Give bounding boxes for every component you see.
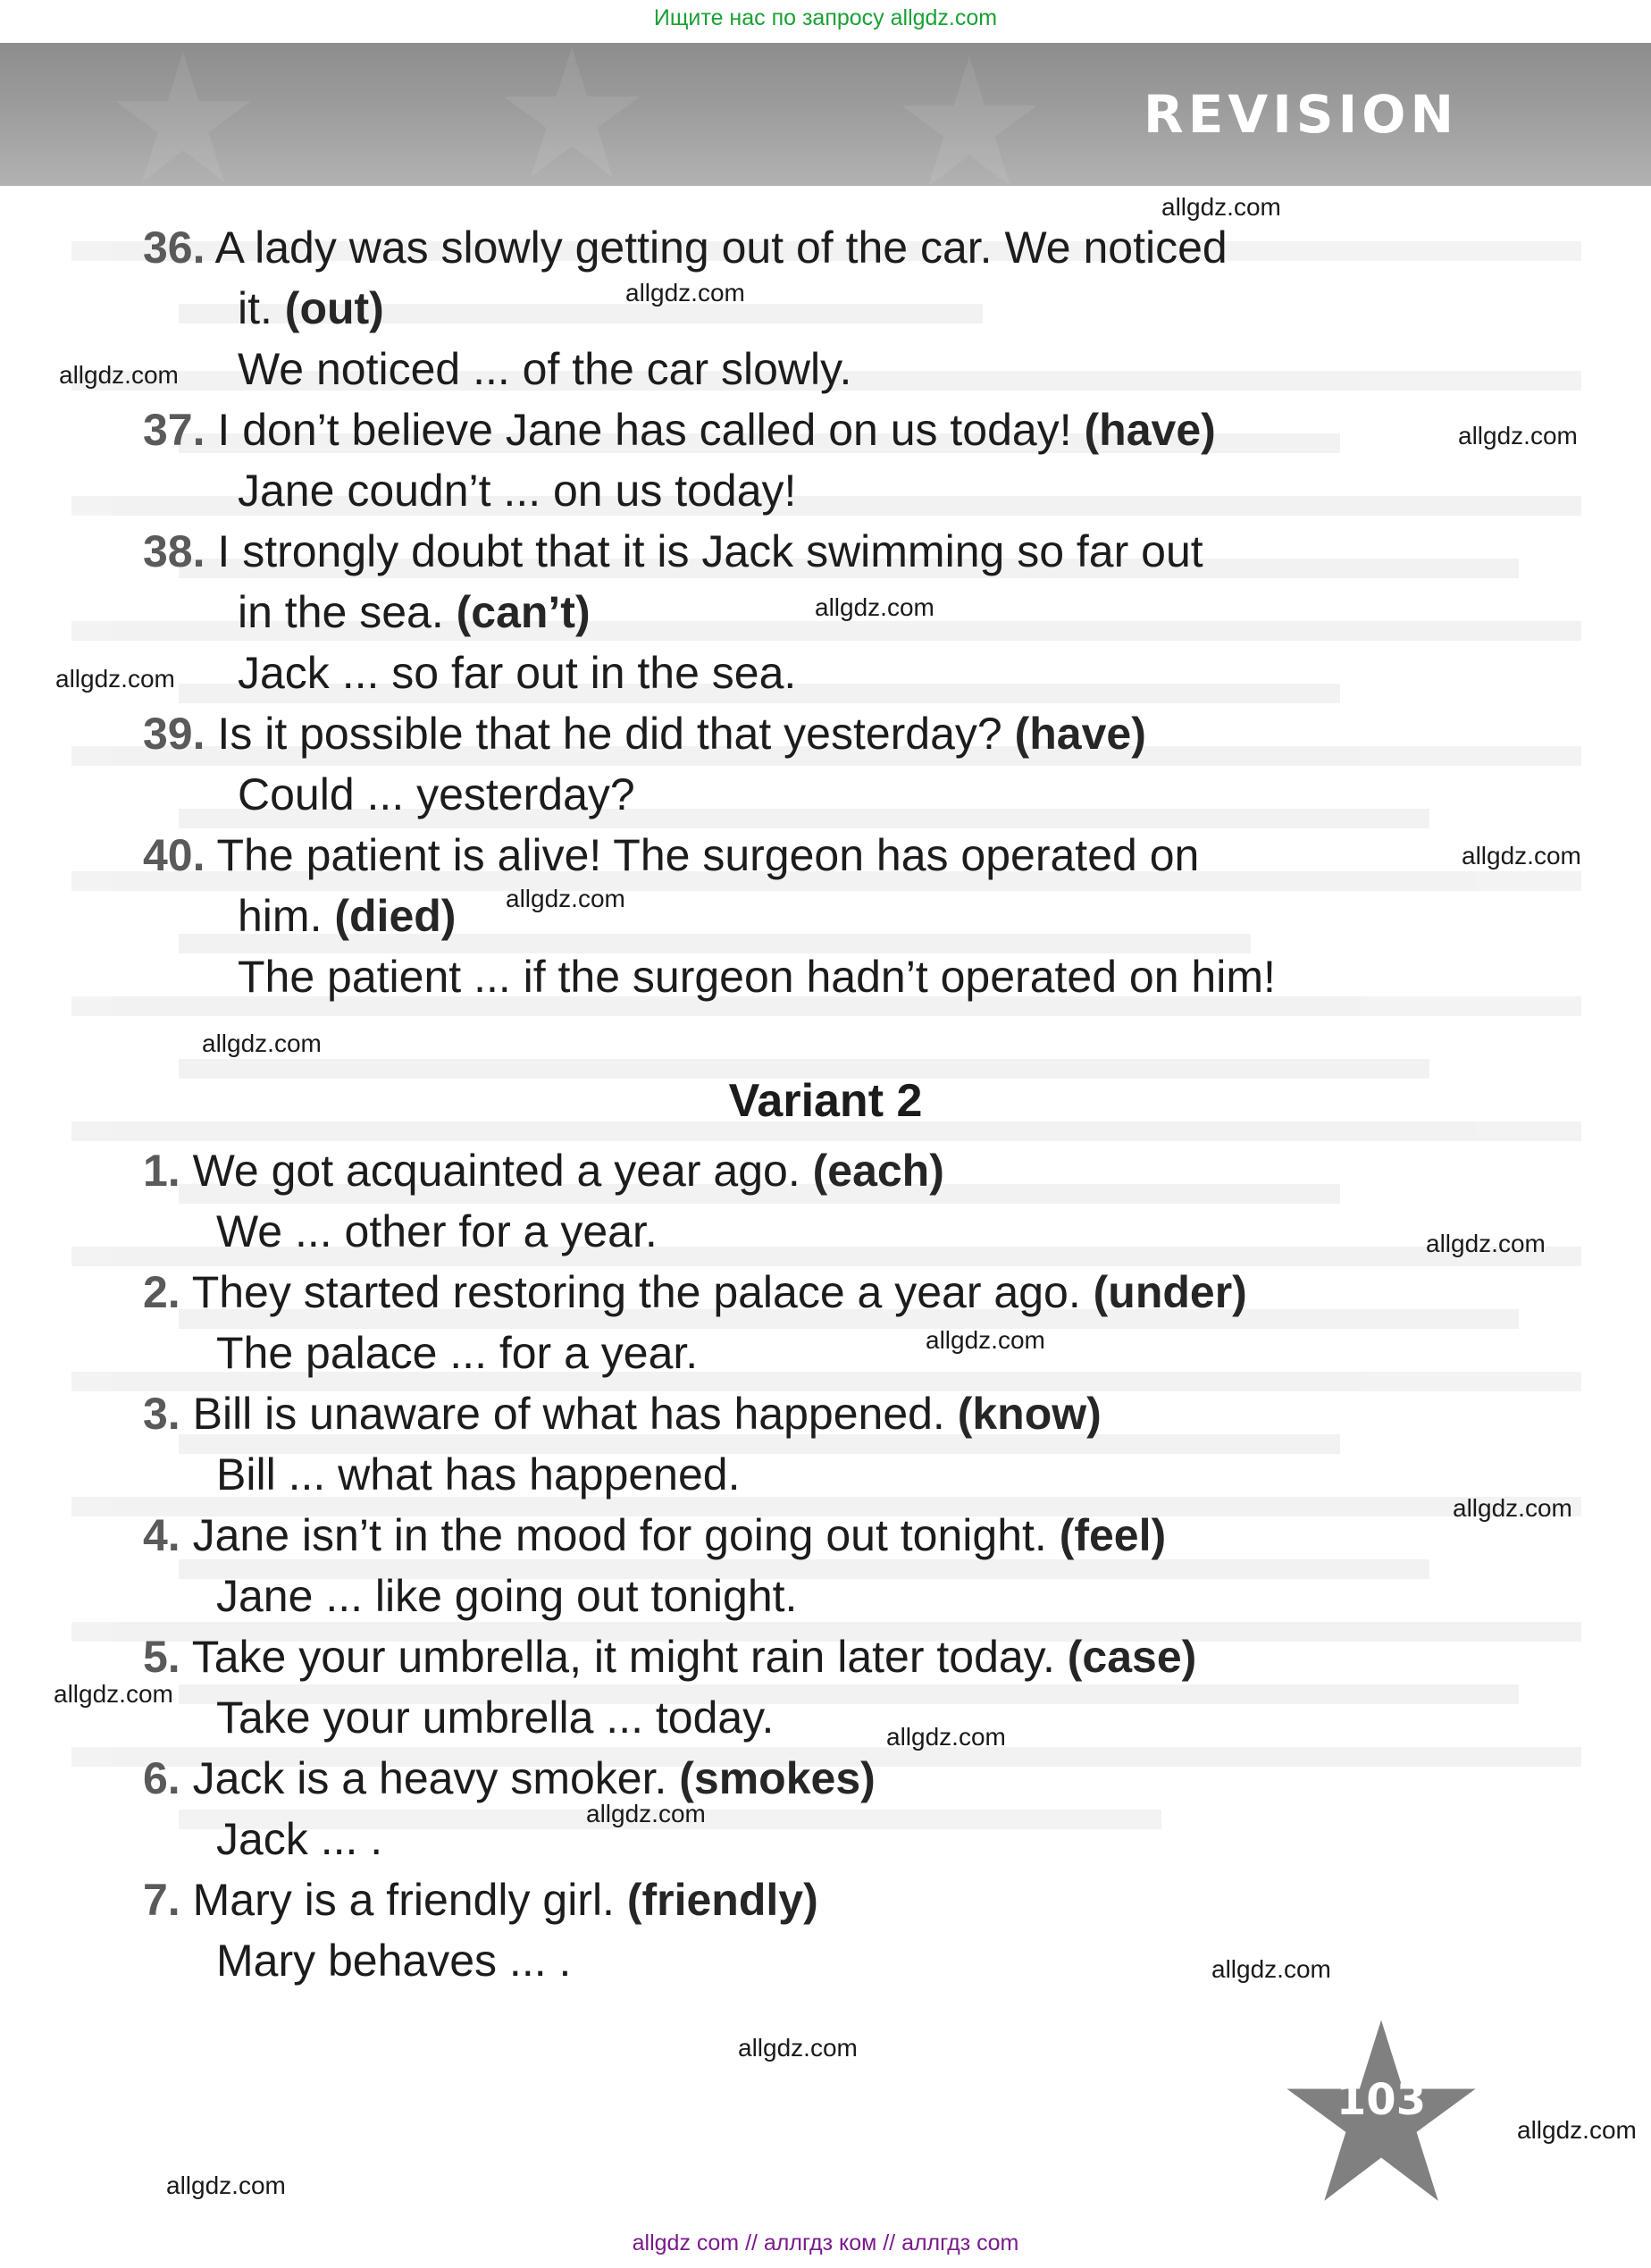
item-number: 38.	[143, 526, 205, 576]
watermark: allgdz.com	[59, 361, 179, 389]
item-sentence: I strongly doubt that it is Jack swimming so far out	[217, 526, 1203, 576]
watermark: allgdz.com	[1517, 2116, 1637, 2144]
item-keyword: (feel)	[1059, 1510, 1167, 1560]
exercise-item-40-answer: The patient ... if the surgeon hadn’t operated on him!	[238, 952, 1276, 1002]
item-keyword: (under)	[1093, 1267, 1247, 1317]
exercise-item-40-line2	[238, 891, 457, 941]
item-sentence-cont: him.	[238, 891, 335, 941]
item-number: 36.	[143, 223, 205, 273]
watermark: allgdz.com	[586, 1800, 706, 1827]
watermark: allgdz.com	[1426, 1230, 1546, 1257]
item-keyword: (have)	[1084, 405, 1216, 455]
watermark: allgdz.com	[1211, 1955, 1331, 1983]
exercise-item-3-answer: Bill ... what has happened.	[216, 1449, 741, 1499]
watermark: allgdz.com	[55, 665, 175, 693]
item-sentence: We got acquainted a year ago.	[192, 1146, 813, 1196]
exercise-item-2	[143, 1267, 1247, 1317]
item-sentence: Jane isn’t in the mood for going out tonight.	[192, 1510, 1060, 1560]
exercise-item-6-answer: Jack ... .	[216, 1814, 383, 1864]
item-number: 1.	[143, 1146, 180, 1196]
item-keyword: (out)	[284, 283, 384, 333]
exercise-item-38-line2	[238, 587, 591, 637]
item-number: 6.	[143, 1753, 180, 1803]
top-search-link[interactable]: Ищите нас по запросу allgdz.com	[653, 5, 998, 30]
variant-2-heading: Variant 2	[728, 1075, 923, 1127]
exercise-item-4-answer: Jane ... like going out tonight.	[216, 1571, 798, 1621]
item-number: 37.	[143, 405, 205, 455]
item-number: 5.	[143, 1632, 180, 1682]
exercise-item-1	[143, 1146, 944, 1196]
exercise-item-7	[143, 1875, 818, 1925]
watermark: allgdz.com	[815, 593, 934, 621]
item-keyword: (can’t)	[456, 587, 591, 637]
watermark: allgdz.com	[202, 1029, 322, 1057]
exercise-item-2-answer: The palace ... for a year.	[216, 1328, 699, 1378]
item-keyword: (have)	[1014, 709, 1146, 759]
item-sentence: The patient is alive! The surgeon has operated on	[216, 830, 1200, 880]
exercise-item-5	[143, 1632, 1197, 1682]
exercise-item-7-answer: Mary behaves ... .	[216, 1936, 572, 1986]
watermark: allgdz.com	[1458, 422, 1578, 449]
item-number: 39.	[143, 709, 205, 759]
item-number: 7.	[143, 1875, 180, 1925]
watermark: allgdz.com	[1453, 1494, 1572, 1522]
item-sentence: Jack is a heavy smoker.	[192, 1753, 680, 1803]
page-number: 103	[1336, 2075, 1427, 2125]
exercise-item-39-answer: Could ... yesterday?	[238, 769, 635, 819]
watermark: allgdz.com	[738, 2034, 858, 2062]
ghost-star-icon	[107, 52, 259, 186]
item-sentence: I don’t believe Jane has called on us today!	[217, 405, 1085, 455]
exercise-item-36-answer: We noticed ... of the car slowly.	[238, 344, 852, 394]
exercise-item-36	[143, 223, 1228, 273]
item-sentence-cont: in the sea.	[238, 587, 457, 637]
exercise-item-38	[143, 526, 1203, 576]
item-keyword: (case)	[1067, 1632, 1197, 1682]
item-sentence-cont: it.	[238, 283, 285, 333]
watermark: allgdz.com	[886, 1723, 1006, 1751]
item-sentence: Is it possible that he did that yesterday?	[217, 709, 1015, 759]
item-sentence: They started restoring the palace a year ago.	[191, 1267, 1094, 1317]
item-number: 2.	[143, 1267, 180, 1317]
exercise-item-3	[143, 1389, 1102, 1439]
item-number: 40.	[143, 830, 205, 880]
exercise-item-37-answer: Jane coudn’t ... on us today!	[238, 466, 797, 516]
item-sentence: A lady was slowly getting out of the car. We noticed	[214, 223, 1228, 273]
watermark: allgdz.com	[166, 2171, 286, 2199]
item-sentence: Mary is a friendly girl.	[192, 1875, 627, 1925]
bottom-links[interactable]: allgdz com // аллгдз ком // аллгдз com	[632, 2230, 1019, 2255]
watermark: allgdz.com	[625, 279, 745, 307]
item-sentence: Take your umbrella, it might rain later today.	[191, 1632, 1068, 1682]
exercise-item-6	[143, 1753, 876, 1803]
exercise-item-36-line2	[238, 283, 384, 333]
item-keyword: (each)	[812, 1146, 944, 1196]
exercise-item-40	[143, 830, 1200, 880]
watermark: allgdz.com	[1161, 193, 1281, 221]
ghost-star-icon	[500, 47, 643, 181]
exercise-item-5-answer: Take your umbrella ... today.	[216, 1693, 775, 1743]
exercise-item-37	[143, 405, 1216, 455]
section-title: REVISION	[1144, 84, 1458, 145]
exercise-item-38-answer: Jack ... so far out in the sea.	[238, 648, 797, 698]
watermark: allgdz.com	[1462, 842, 1581, 869]
watermark: allgdz.com	[54, 1680, 173, 1708]
item-number: 3.	[143, 1389, 180, 1439]
watermark: allgdz.com	[506, 885, 625, 912]
item-keyword: (know)	[957, 1389, 1102, 1439]
watermark: allgdz.com	[926, 1326, 1045, 1354]
revision-header-band	[0, 43, 1651, 186]
item-sentence: Bill is unaware of what has happened.	[192, 1389, 958, 1439]
exercise-item-4	[143, 1510, 1167, 1560]
item-keyword: (died)	[334, 891, 457, 941]
exercise-item-1-answer: We ... other for a year.	[216, 1206, 658, 1256]
item-number: 4.	[143, 1510, 180, 1560]
item-keyword: (smokes)	[679, 1753, 876, 1803]
ghost-star-icon	[893, 56, 1045, 190]
item-keyword: (friendly)	[626, 1875, 818, 1925]
exercise-item-39	[143, 709, 1146, 759]
